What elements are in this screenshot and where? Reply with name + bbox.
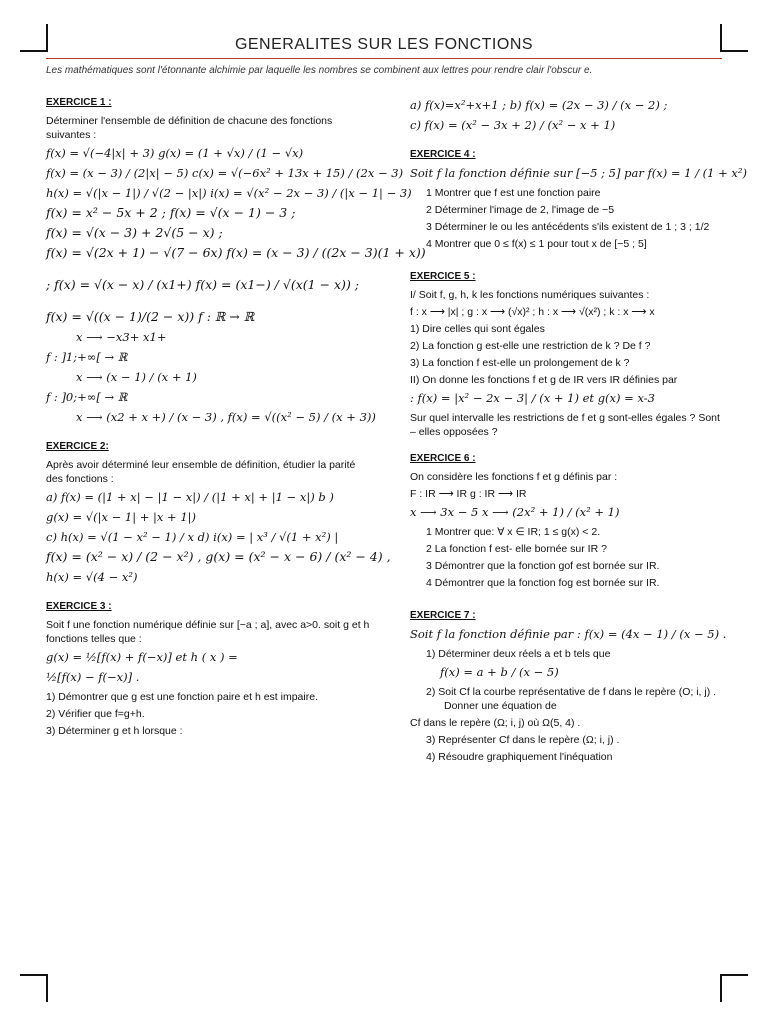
formula-line: f : ]1;+∞[ → ℝ — [46, 350, 128, 364]
definition-line: F : IR ⟶ IR g : IR ⟶ IR — [410, 488, 527, 500]
formula-line: h(x) = √(4 − x²) — [46, 570, 138, 584]
right-column — [410, 94, 747, 767]
exercise-6-heading: EXERCICE 6 : — [410, 453, 476, 464]
formula-line: : f(x) = |x² − 2x − 3| / (x + 1) et g(x) = x-3 — [410, 391, 655, 405]
corner-mark-bottom-right — [720, 974, 748, 1002]
list-item: 3 Démontrer que la fonction gof est bornée sur IR. — [426, 560, 660, 572]
list-item: 1 Montrer que f est une fonction paire — [426, 187, 601, 199]
question-line: II) On donne les fonctions f et g de IR vers IR définies par — [410, 374, 678, 386]
list-item: 1 Montrer que: ∀ x ∈ IR; 1 ≤ g(x) < 2. — [426, 526, 601, 538]
exercise-5-heading: EXERCICE 5 : — [410, 271, 476, 282]
question-line: 1) Démontrer que g est une fonction paire et h est impaire. — [46, 691, 318, 703]
formula-line: f : ]0;+∞[ → ℝ — [46, 390, 128, 404]
formula-line: c) f(x) = (x² − 3x + 2) / (x² − x + 1) — [410, 118, 616, 132]
formula-line: c) h(x) = √(1 − x² − 1) / x d) i(x) = | x³ / √(1 + x²) | — [46, 530, 339, 544]
formula-line: f(x) = √(2x + 1) − √(7 − 6x) f(x) = (x − 3) / ((2x − 3)(1 + x)) — [46, 245, 426, 260]
list-item: 2 Déterminer l'image de 2, l'image de −5 — [426, 204, 615, 216]
formula-line: ; f(x) = √(x − x) / (x1+) f(x) = (x1−) / √(x(1 − x)) ; — [46, 277, 360, 292]
title-underline — [46, 58, 722, 59]
question-line: Cf dans le repère (Ω; i, j) où Ω(5, 4) . — [410, 717, 581, 729]
exercise-3-intro: Soit f une fonction numérique définie sur [−a ; a], avec a>0. soit g et h fonctions telles que : — [46, 619, 370, 645]
question-line: 2) Vérifier que f=g+h. — [46, 708, 145, 720]
formula-line: f(x) = √((x − 1)/(2 − x)) f : ℝ → ℝ — [46, 309, 255, 324]
exercise-1-intro: Déterminer l'ensemble de définition de chacune des fonctions suivantes : — [46, 115, 333, 141]
page-title: GENERALITES SUR LES FONCTIONS — [234, 36, 534, 53]
question-line: 1) Dire celles qui sont égales — [410, 323, 545, 335]
exercise-6-intro: On considère les fonctions f et g définis par : — [410, 471, 618, 483]
exercise-4-heading: EXERCICE 4 : — [410, 149, 476, 160]
corner-mark-bottom-left — [20, 974, 48, 1002]
list-item: 3 Déterminer le ou les antécédents s'ils existent de 1 ; 3 ; 1/2 — [426, 221, 710, 233]
question-line: 3) La fonction f est-elle un prolongement de k ? — [410, 357, 630, 369]
exercise-2-intro: Après avoir déterminé leur ensemble de définition, étudier la parité des fonctions : — [46, 459, 356, 485]
formula-line: f(x) = √(x − 3) + 2√(5 − x) ; — [46, 225, 223, 240]
list-item: 4) Résoudre graphiquement l'inéquation — [426, 751, 613, 763]
formula-line: f(x) = a + b / (x − 5) — [440, 665, 559, 679]
formula-line: f(x) = √(−4|x| + 3) g(x) = (1 + √x) / (1 − √x) — [46, 146, 304, 160]
list-item: 4 Démontrer que la fonction fog est bornée sur IR. — [426, 577, 660, 589]
exercise-3-heading: EXERCICE 3 : — [46, 601, 112, 612]
exercise-7-intro: Soit f la fonction définie par : f(x) = (4x − 1) / (x − 5) . — [410, 627, 727, 641]
exercise-7-heading: EXERCICE 7 : — [410, 610, 476, 621]
exercise-4-intro: Soit f la fonction définie sur [−5 ; 5] par f(x) = 1 / (1 + x²) — [410, 166, 747, 180]
motto-quote: Les mathématiques sont l'étonnante alchimie par laquelle les nombres se combinent aux lettres pour rendre clair l'obscur e. — [46, 65, 593, 76]
list-item: 2 La fonction f est- elle bornée sur IR ? — [426, 543, 607, 555]
question-line: 2) La fonction g est-elle une restriction de k ? De f ? — [410, 340, 651, 352]
question-line: 3) Déterminer g et h lorsque : — [46, 725, 183, 737]
formula-line: a) f(x) = (|1 + x| − |1 − x|) / (|1 + x| + |1 − x|) b ) — [46, 490, 334, 504]
formula-line: ½[f(x) − f(−x)] . — [46, 670, 140, 684]
formula-line: x ⟶ (x2 + x +) / (x − 3) , f(x) = √((x² − 5) / (x + 3)) — [76, 410, 376, 424]
exercise-2-heading: EXERCICE 2: — [46, 441, 109, 452]
formula-line: a) f(x)=x²+x+1 ; b) f(x) = (2x − 3) / (x − 2) ; — [410, 98, 668, 112]
question-line: Sur quel intervalle les restrictions de f et g sont-elles égales ? Sont – elles opposées ? — [410, 412, 720, 438]
formula-line: g(x) = ½[f(x) + f(−x)] et h ( x ) = — [46, 650, 238, 664]
formula-line: f(x) = (x − 3) / (2|x| − 5) c(x) = √(−6x² + 13x + 15) / (2x − 3) — [46, 166, 404, 180]
list-item: 4 Montrer que 0 ≤ f(x) ≤ 1 pour tout x de [−5 ; 5] — [426, 238, 647, 250]
formula-line: x ⟶ (x − 1) / (x + 1) — [76, 370, 197, 384]
left-column — [46, 94, 426, 741]
formula-line: f(x) = (x² − x) / (2 − x²) , g(x) = (x² − x − 6) / (x² − 4) , — [46, 549, 391, 564]
question-line: I/ Soit f, g, h, k les fonctions numériques suivantes : — [410, 289, 650, 301]
exercise-1-heading: EXERCICE 1 : — [46, 97, 112, 108]
formula-line: f(x) = x² − 5x + 2 ; f(x) = √(x − 1) − 3 ; — [46, 205, 296, 220]
question-line: f : x ⟶ |x| ; g : x ⟶ (√x)² ; h : x ⟶ √(x²) ; k : x ⟶ x — [410, 306, 655, 318]
list-item: 2) Soit Cf la courbe représentative de f dans le repère (O; i, j) . Donner une équation de — [426, 686, 717, 712]
formula-line: x ⟶ −x3+ x1+ — [76, 330, 167, 344]
list-item: 1) Déterminer deux réels a et b tels que — [426, 648, 611, 660]
list-item: 3) Représenter Cf dans le repère (Ω; i, j) . — [426, 734, 620, 746]
formula-line: g(x) = √(|x − 1| + |x + 1|) — [46, 510, 197, 524]
formula-line: x ⟶ 3x − 5 x ⟶ (2x² + 1) / (x² + 1) — [410, 505, 620, 519]
formula-line: h(x) = √(|x − 1|) / √(2 − |x|) i(x) = √(x² − 2x − 3) / (|x − 1| − 3) — [46, 186, 412, 200]
